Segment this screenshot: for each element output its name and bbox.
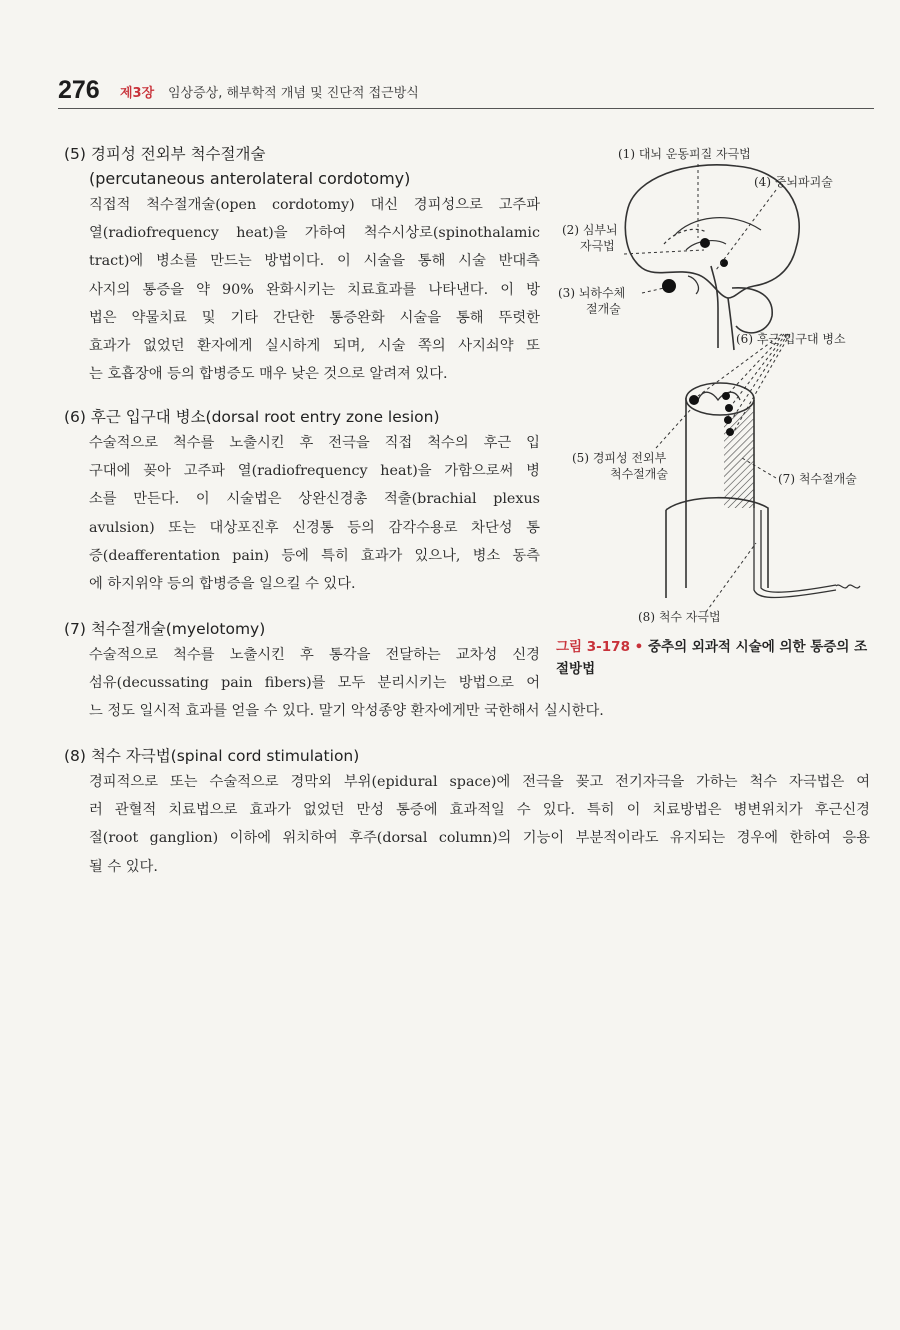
section-6-line: 증(deafferentation pain) 등에 특히 효과가 있으나, 병소 동측 xyxy=(89,547,540,564)
figure-label-1: (1) 대뇌 운동피질 자극법 xyxy=(618,147,751,161)
section-8-line: 경피적으로 또는 수술적으로 경막외 부위(epidural space)에 전극을 꽂고 전기자극을 가하는 척수 자극법은 여 xyxy=(89,774,870,790)
section-8-title: (8) 척수 자극법(spinal cord stimulation) xyxy=(64,747,360,765)
figure-label-2b: 자극법 xyxy=(580,239,615,253)
brain-illustration xyxy=(625,165,799,350)
section-7-line: 느 정도 일시적 효과를 얻을 수 있다. 말기 악성종양 환자에게만 국한해서 실시한다. xyxy=(89,703,604,720)
page-number: 276 xyxy=(58,76,100,104)
section-5-subtitle: (percutaneous anterolateral cordotomy) xyxy=(89,169,411,188)
figure-label-7: (7) 척수절개술 xyxy=(778,472,857,486)
chapter-label: 제3장 xyxy=(120,86,155,101)
chapter-title: 임상증상, 해부학적 개념 및 진단적 접근방식 xyxy=(168,86,419,101)
section-5 xyxy=(64,142,540,388)
section-7-line: 수술적으로 척수를 노출시킨 후 통각을 전달하는 교차성 신경 xyxy=(89,647,540,663)
section-6-line: 구대에 꽂아 고주파 열(radiofrequency heat)을 가함으로써 병 xyxy=(89,463,540,480)
section-8-line: 절(root ganglion) 이하에 위치하여 후주(dorsal column)의 기능이 부분적이라도 유지되는 경우에 한하여 응용 xyxy=(89,830,870,847)
figure-label-5b: 척수절개술 xyxy=(610,467,668,481)
page-header xyxy=(58,72,874,109)
section-7-title: (7) 척수절개술(myelotomy) xyxy=(64,620,266,638)
lesion-marks-brain xyxy=(662,238,728,293)
pain-control-figure xyxy=(546,138,876,628)
section-6-line: 에 하지위약 등의 합병증을 일으킬 수 있다. xyxy=(89,576,356,593)
section-6 xyxy=(64,405,540,598)
leader-lines-cord xyxy=(656,334,790,612)
section-5-title: (5) 경피성 전외부 척수절개술 xyxy=(64,145,266,163)
section-6-line: avulsion) 또는 대상포진후 신경통 등의 감각수용로 차단성 통 xyxy=(89,519,540,536)
section-7-line: 섬유(decussating pain fibers)를 모두 분리시키는 방법으로 어 xyxy=(89,675,540,692)
section-5-line: tract)에 병소를 만드는 방법이다. 이 시술을 통해 시술 반대측 xyxy=(89,253,540,270)
section-8-line: 될 수 있다. xyxy=(89,858,158,875)
figure-number: 그림 3-178 • xyxy=(556,639,644,655)
figure-caption-text: 중추의 외과적 시술에 의한 통증의 조절방법 xyxy=(556,639,868,677)
figure-label-5a: (5) 경피성 전외부 xyxy=(572,451,667,465)
section-6-line: 수술적으로 척수를 노출시킨 후 전극을 직접 척수의 후근 입 xyxy=(89,435,540,451)
figure-caption xyxy=(556,636,876,680)
section-5-line: 효과가 없었던 환자에게 실시하게 되며, 시술 쪽의 사지쇠약 또 xyxy=(89,338,540,355)
section-5-line: 법은 약물치료 및 기타 간단한 통증완화 시술을 통해 뚜렷한 xyxy=(89,309,540,326)
section-5-line: 열(radiofrequency heat)을 가하여 척수시상로(spinothalamic xyxy=(89,225,540,242)
section-5-line: 직접적 척수절개술(open cordotomy) 대신 경피성으로 고주파 xyxy=(89,197,540,213)
figure-label-8: (8) 척수 자극법 xyxy=(638,610,721,624)
figure-label-2a: (2) 심부뇌 xyxy=(562,223,618,237)
spinal-cord-illustration xyxy=(666,383,860,598)
section-6-title: (6) 후근 입구대 병소(dorsal root entry zone lesion) xyxy=(64,408,440,426)
figure-label-6: (6) 후근 입구대 병소 xyxy=(736,332,846,346)
figure-label-3a: (3) 뇌하수체 xyxy=(558,286,626,300)
section-8 xyxy=(64,744,870,881)
figure-label-3b: 절개술 xyxy=(586,302,621,316)
section-8-line: 러 관혈적 치료법으로 효과가 없었던 만성 통증에 효과적일 수 있다. 특히 이 치료방법은 병변위치가 후근신경 xyxy=(89,802,870,819)
figure-label-4: (4) 중뇌파괴술 xyxy=(754,175,833,189)
section-6-line: 소를 만든다. 이 시술법은 상완신경총 적출(brachial plexus xyxy=(89,491,540,508)
section-5-line: 는 호흡장애 등의 합병증도 매우 낮은 것으로 알려져 있다. xyxy=(89,366,448,383)
section-5-line: 사지의 통증을 약 90% 완화시키는 치료효과를 나타낸다. 이 방 xyxy=(89,281,540,298)
